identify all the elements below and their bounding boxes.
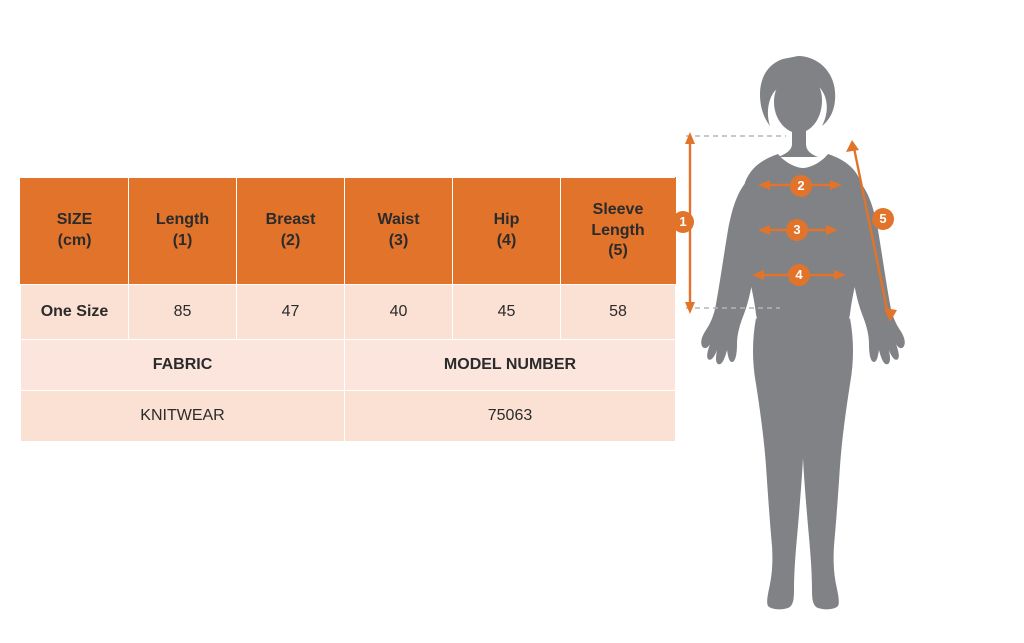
- body-silhouette-diagram: [660, 18, 1020, 628]
- cell-breast-value: 47: [237, 285, 345, 340]
- header-sleeve-label: Sleeve: [592, 200, 644, 218]
- header-cell-size: [21, 178, 129, 285]
- table-subheader-row: [21, 340, 676, 391]
- cell-fabric-header: FABRIC: [21, 340, 345, 391]
- header-breast-number: (2): [280, 232, 301, 249]
- header-waist-number: (3): [388, 232, 409, 249]
- table-header-row: [21, 178, 676, 285]
- cell-fabric-value: KNITWEAR: [21, 391, 345, 442]
- cell-model-number-value: 75063: [345, 391, 676, 442]
- table-subvalue-row: [21, 391, 676, 442]
- header-length-label: Length: [155, 211, 210, 229]
- cell-size-value: One Size: [21, 285, 129, 340]
- header-length-number: (1): [172, 232, 193, 249]
- header-size-label: SIZE: [56, 211, 93, 229]
- cell-sleeve-length-value: 58: [561, 285, 676, 340]
- cell-length-value: 85: [129, 285, 237, 340]
- header-size-unit: (cm): [57, 232, 92, 249]
- header-cell-breast: [237, 178, 345, 285]
- header-breast-label: Breast: [265, 211, 316, 229]
- measurement-badge-4: 4: [788, 264, 810, 286]
- measurement-badge-1: 1: [672, 211, 694, 233]
- header-hip-number: (4): [496, 232, 517, 249]
- table-row: [21, 285, 676, 340]
- header-cell-length: [129, 178, 237, 285]
- cell-waist-value: 40: [345, 285, 453, 340]
- measurement-badge-2: 2: [790, 175, 812, 197]
- header-cell-hip: [453, 178, 561, 285]
- header-cell-waist: [345, 178, 453, 285]
- header-waist-label: Waist: [377, 211, 420, 229]
- cell-model-number-header: MODEL NUMBER: [345, 340, 676, 391]
- measurement-badge-3: 3: [786, 219, 808, 241]
- size-chart-table: [20, 177, 676, 442]
- measurement-badge-5: 5: [872, 208, 894, 230]
- header-hip-label: Hip: [493, 211, 520, 229]
- header-sleeve-number: (5): [608, 242, 628, 260]
- header-sleeve-label2: Length: [591, 221, 645, 239]
- size-chart-table-container: [20, 177, 657, 442]
- measurement-figure: [660, 18, 1020, 628]
- female-body-silhouette-icon: [701, 56, 905, 609]
- header-cell-sleeve-length: [561, 178, 676, 285]
- cell-hip-value: 45: [453, 285, 561, 340]
